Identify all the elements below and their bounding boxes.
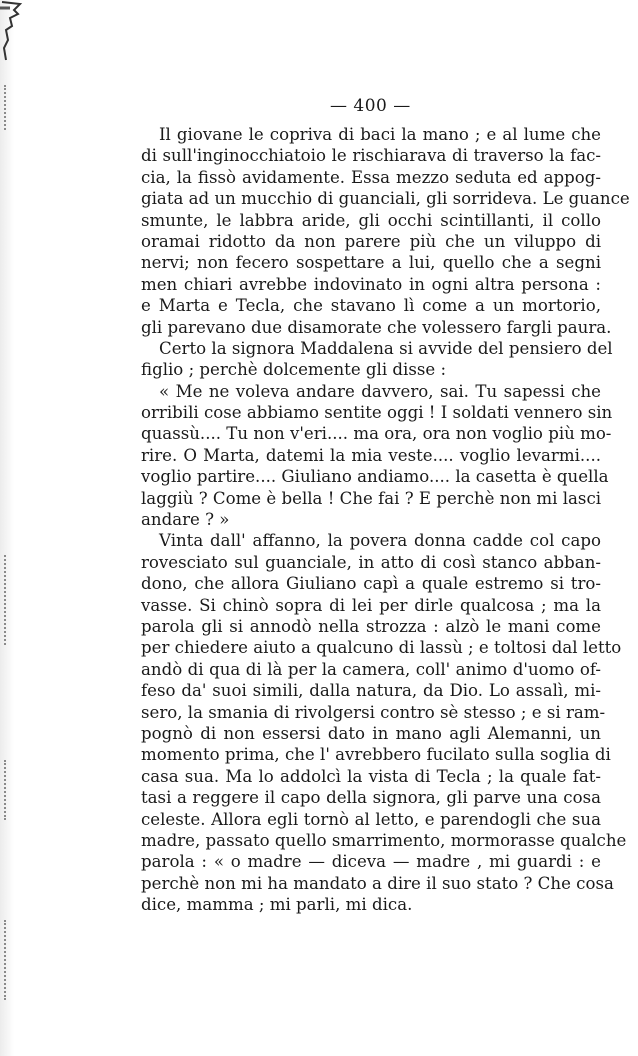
edge-dots (4, 760, 12, 820)
text-line: « Me ne voleva andare davvero, sai. Tu sapessi che (159, 381, 601, 401)
text-line: voglio partire.... Giuliano andiamo.... la casetta è quella (141, 467, 609, 487)
text-line: men chiari avrebbe indovinato in ogni altra persona : (141, 274, 601, 294)
text-line: parola : « o madre — diceva — madre , mi guardi : e (141, 852, 601, 872)
text-line: oramai ridotto da non parere più che un viluppo di (141, 231, 601, 251)
text-line: celeste. Allora egli tornò al letto, e parendogli che sua (141, 809, 601, 829)
text-line: vasse. Si chinò sopra di lei per dirle qualcosa ; ma la (141, 595, 601, 615)
text-line: smunte, le labbra aride, gli occhi scintillanti, il collo (141, 210, 601, 230)
text-line: per chiedere aiuto a qualcuno di lassù ; e toltosi dal letto (141, 638, 622, 658)
text-line: andò di qua di là per la camera, coll' animo d'uomo of- (141, 659, 601, 679)
text-line: casa sua. Ma lo addolcì la vista di Tecla ; la quale fat- (141, 766, 601, 786)
text-line: quassù.... Tu non v'eri.... ma ora, ora non voglio più mo- (141, 424, 612, 444)
text-line: nervi; non fecero sospettare a lui, quello che a segni (141, 253, 601, 273)
text-line: e Marta e Tecla, che stavano lì come a un mortorio, (141, 296, 601, 316)
text-line: feso da' suoi simili, dalla natura, da Dio. Lo assalì, mi- (141, 681, 601, 701)
text-line: rovesciato sul guanciale, in atto di così stanco abban- (141, 552, 601, 572)
edge-dots (4, 555, 12, 645)
text-line: sero, la smania di rivolgersi contro sè stesso ; e si ram- (141, 702, 606, 722)
text-line: perchè non mi ha mandato a dire il suo stato ? Che cosa (141, 873, 614, 893)
text-line: orribili cose abbiamo sentite oggi ! I soldati vennero sin (141, 403, 613, 423)
text-line: gli parevano due disamorate che volessero fargli paura. (141, 317, 612, 337)
edge-dots (4, 920, 12, 1000)
text-line: di sull'inginocchiatoio le rischiarava di traverso la fac- (141, 146, 601, 166)
text-line: dono, che allora Giuliano capì a quale estremo si tro- (141, 574, 601, 594)
text-line: andare ? » (141, 510, 230, 530)
text-line: Il giovane le copriva di baci la mano ; e al lume che (159, 125, 601, 144)
text-line: Vinta dall' affanno, la povera donna cadde col capo (159, 531, 601, 551)
text-line: Certo la signora Maddalena si avvide del pensiero del (159, 338, 613, 358)
text-line: cia, la fissò avidamente. Essa mezzo seduta ed appog- (141, 167, 601, 187)
text-line: laggiù ? Come è bella ! Che fai ? E perchè non mi lasci (141, 488, 602, 508)
page-number: — 400 — (330, 96, 411, 116)
text-line: rire. O Marta, datemi la mia veste.... voglio levarmi.... (141, 445, 601, 465)
text-line: figlio ; perchè dolcemente gli disse : (141, 360, 447, 380)
corner-ink-mark (0, 0, 24, 70)
text-line: momento prima, che l' avrebbero fucilato sulla soglia di (141, 745, 611, 765)
text-line: parola gli si annodò nella strozza : alzò le mani come (141, 616, 601, 636)
text-line: tasi a reggere il capo della signora, gli parve una cosa (141, 788, 601, 808)
text-line: giata ad un mucchio di guanciali, gli sorrideva. Le guance (141, 189, 630, 209)
text-line: pognò di non essersi dato in mano agli Alemanni, un (141, 723, 601, 743)
text-line: madre, passato quello smarrimento, mormorasse qualche (141, 830, 627, 850)
text-line: dice, mamma ; mi parli, mi dica. (141, 895, 413, 915)
edge-dots (4, 85, 12, 130)
scan-edge (0, 0, 14, 1056)
body-text (141, 124, 630, 915)
